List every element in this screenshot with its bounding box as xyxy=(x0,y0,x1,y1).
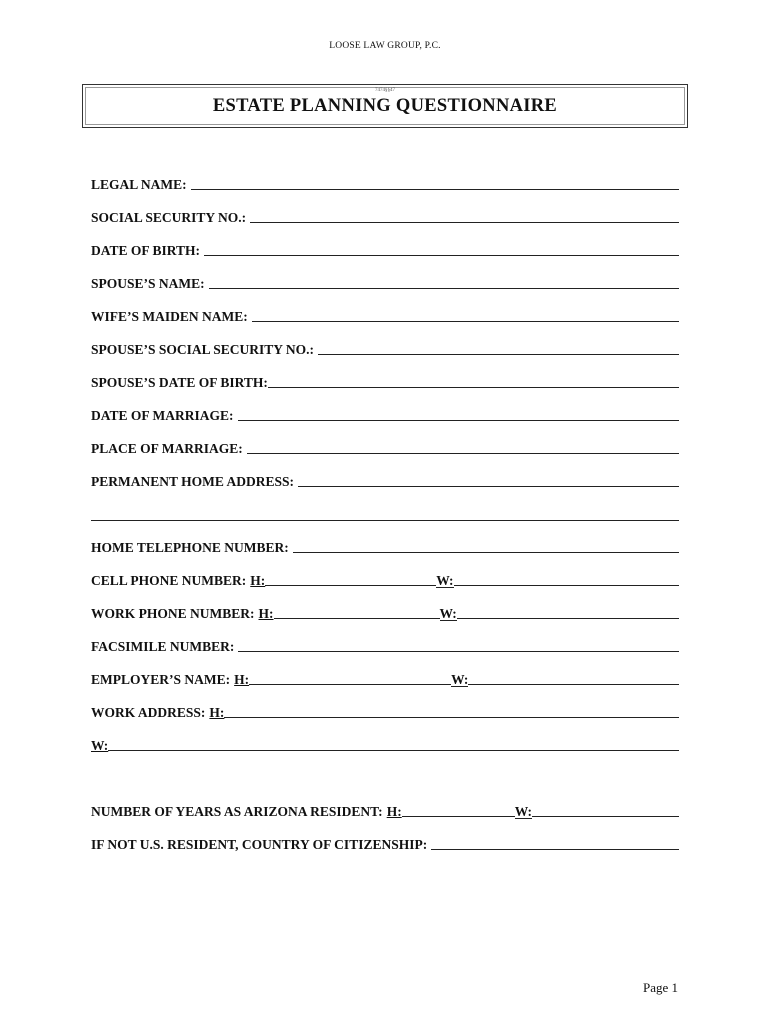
cell-husband-field[interactable] xyxy=(265,585,436,586)
employer-label: EMPLOYER’S NAME: xyxy=(91,672,231,687)
marriage-date-row xyxy=(91,407,679,423)
fax-row xyxy=(91,638,679,654)
work-phone-husband-field[interactable] xyxy=(274,618,440,619)
home-address-label: PERMANENT HOME ADDRESS: xyxy=(91,474,295,489)
cell-phone-label: CELL PHONE NUMBER: xyxy=(91,573,247,588)
employer-husband-field[interactable] xyxy=(249,684,451,685)
dob-field[interactable] xyxy=(204,255,679,256)
work-address-husband-field[interactable] xyxy=(224,717,679,718)
fax-field[interactable] xyxy=(238,651,679,652)
work-phone-row xyxy=(91,605,679,621)
home-address-row xyxy=(91,473,679,489)
wife-maiden-field[interactable] xyxy=(252,321,679,322)
marriage-place-label: PLACE OF MARRIAGE: xyxy=(91,441,243,456)
page-title: ESTATE PLANNING QUESTIONNAIRE xyxy=(212,96,558,116)
spouse-name-label: SPOUSE’S NAME: xyxy=(91,276,205,291)
wife-maiden-row xyxy=(91,308,679,324)
citizenship-field[interactable] xyxy=(431,849,679,850)
spouse-dob-row xyxy=(91,374,679,390)
work-address-wife-field[interactable] xyxy=(108,750,679,751)
marriage-date-field[interactable] xyxy=(238,420,680,421)
spouse-name-field[interactable] xyxy=(209,288,679,289)
spouse-dob-label: SPOUSE’S DATE OF BIRTH: xyxy=(91,375,268,390)
work-address-wife-row xyxy=(91,737,679,753)
legal-name-label: LEGAL NAME: xyxy=(91,177,187,192)
marriage-place-field[interactable] xyxy=(247,453,679,454)
page-number: Page 1 xyxy=(642,980,678,995)
fax-label: FACSIMILE NUMBER: xyxy=(91,639,235,654)
arizona-husband-marker: H: xyxy=(386,804,402,819)
document-id: 7474§§47 xyxy=(375,88,395,93)
arizona-years-row xyxy=(91,803,679,819)
work-phone-wife-marker: W: xyxy=(439,606,457,621)
work-phone-husband-marker: H: xyxy=(258,606,274,621)
ssn-label: SOCIAL SECURITY NO.: xyxy=(91,210,247,225)
title-box xyxy=(82,84,688,128)
legal-name-row xyxy=(91,176,679,192)
work-phone-wife-field[interactable] xyxy=(457,618,679,619)
spouse-name-row xyxy=(91,275,679,291)
spouse-ssn-row xyxy=(91,341,679,357)
employer-row xyxy=(91,671,679,687)
home-address-line-2[interactable] xyxy=(91,520,679,521)
home-phone-row xyxy=(91,539,679,555)
citizenship-row xyxy=(91,836,679,852)
wife-maiden-label: WIFE’S MAIDEN NAME: xyxy=(91,309,248,324)
cell-husband-marker: H: xyxy=(250,573,266,588)
cell-wife-field[interactable] xyxy=(454,585,679,586)
legal-name-field[interactable] xyxy=(191,189,679,190)
employer-wife-field[interactable] xyxy=(468,684,679,685)
spouse-dob-field[interactable] xyxy=(268,387,679,388)
marriage-place-row xyxy=(91,440,679,456)
marriage-date-label: DATE OF MARRIAGE: xyxy=(91,408,234,423)
dob-label: DATE OF BIRTH: xyxy=(91,243,201,258)
firm-name: LOOSE LAW GROUP, P.C. xyxy=(329,41,441,51)
ssn-row xyxy=(91,209,679,225)
arizona-wife-field[interactable] xyxy=(532,816,679,817)
home-phone-label: HOME TELEPHONE NUMBER: xyxy=(91,540,289,555)
spouse-ssn-label: SPOUSE’S SOCIAL SECURITY NO.: xyxy=(91,342,315,357)
cell-wife-marker: W: xyxy=(436,573,454,588)
cell-phone-row xyxy=(91,572,679,588)
dob-row xyxy=(91,242,679,258)
work-address-husband-marker: H: xyxy=(209,705,225,720)
arizona-wife-marker: W: xyxy=(514,804,532,819)
work-address-wife-marker: W: xyxy=(91,738,109,753)
ssn-field[interactable] xyxy=(250,222,679,223)
work-address-row xyxy=(91,704,679,720)
home-phone-field[interactable] xyxy=(293,552,679,553)
work-address-label: WORK ADDRESS: xyxy=(91,705,206,720)
work-phone-label: WORK PHONE NUMBER: xyxy=(91,606,255,621)
home-address-field[interactable] xyxy=(298,486,679,487)
employer-wife-marker: W: xyxy=(451,672,469,687)
citizenship-label: IF NOT U.S. RESIDENT, COUNTRY OF CITIZENSHIP: xyxy=(91,837,428,852)
employer-husband-marker: H: xyxy=(234,672,250,687)
spouse-ssn-field[interactable] xyxy=(318,354,679,355)
arizona-husband-field[interactable] xyxy=(402,816,515,817)
arizona-years-label: NUMBER OF YEARS AS ARIZONA RESIDENT: xyxy=(91,804,383,819)
